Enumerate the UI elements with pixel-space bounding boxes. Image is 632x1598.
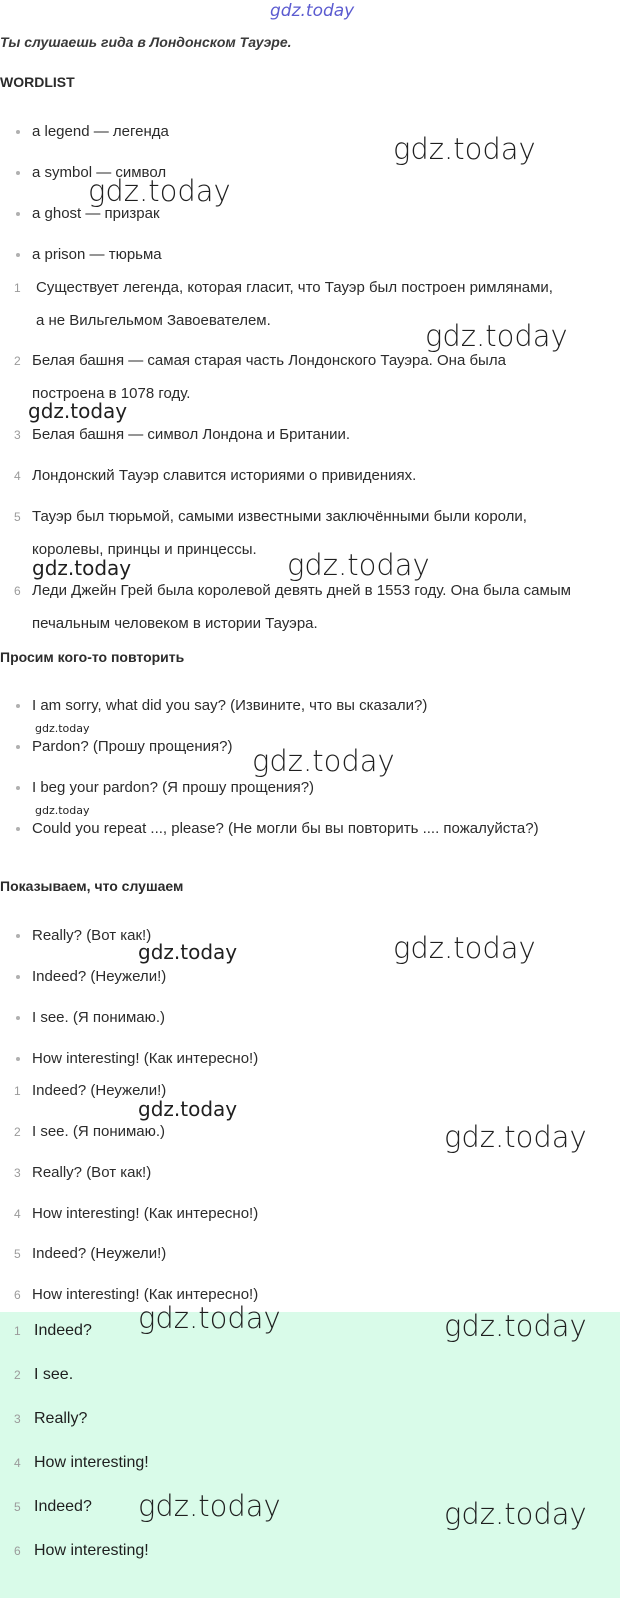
watermark: gdz.today <box>138 1489 281 1523</box>
watermark: gdz.today <box>270 1 355 21</box>
intro-text: Ты слушаешь гида в Лондонском Тауэре. <box>0 34 292 50</box>
wordlist-heading: WORDLIST <box>0 74 75 90</box>
watermark: gdz.today <box>393 132 536 166</box>
watermark: gdz.today <box>138 1097 238 1121</box>
watermark: gdz.today <box>28 399 128 423</box>
bullet-icon <box>16 171 20 175</box>
bullet-icon <box>16 975 20 979</box>
bullet-icon <box>16 1016 20 1020</box>
watermark: gdz.today <box>425 319 568 353</box>
bullet-icon <box>16 827 20 831</box>
watermark: gdz.today <box>35 722 90 735</box>
bullet-icon <box>16 745 20 749</box>
bullet-icon <box>16 934 20 938</box>
watermark: gdz.today <box>393 931 536 965</box>
watermark: gdz.today <box>32 556 132 580</box>
bullet-icon <box>16 704 20 708</box>
watermark: gdz.today <box>88 174 231 208</box>
bullet-icon <box>16 253 20 257</box>
watermark: gdz.today <box>444 1497 587 1531</box>
watermark: gdz.today <box>287 548 430 582</box>
watermark: gdz.today <box>444 1309 587 1343</box>
watermark: gdz.today <box>138 940 238 964</box>
bullet-icon <box>16 212 20 216</box>
bullet-icon <box>16 1057 20 1061</box>
watermark: gdz.today <box>252 744 395 778</box>
bullet-icon <box>16 130 20 134</box>
repeat-heading: Просим кого-то повторить <box>0 649 185 665</box>
bullet-icon <box>16 786 20 790</box>
listening-heading: Показываем, что слушаем <box>0 878 184 894</box>
watermark: gdz.today <box>444 1120 587 1154</box>
watermark: gdz.today <box>35 804 90 817</box>
watermark: gdz.today <box>138 1301 281 1335</box>
